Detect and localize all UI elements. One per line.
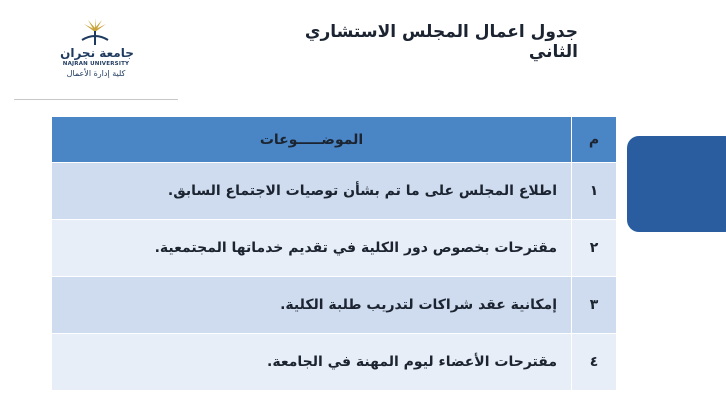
row-number: ٤ xyxy=(572,334,617,391)
table-row xyxy=(52,220,617,277)
agenda-table xyxy=(51,116,617,391)
row-topic: اطلاع المجلس على ما تم بشأن توصيات الاجتماع السابق. xyxy=(52,163,572,220)
table-header-row xyxy=(52,117,617,163)
row-number: ٢ xyxy=(572,220,617,277)
header-divider xyxy=(14,99,178,100)
row-topic: مقترحات بخصوص دور الكلية في تقديم خدماتها المجتمعية. xyxy=(52,220,572,277)
header-number: م xyxy=(572,117,617,163)
row-topic: مقترحات الأعضاء ليوم المهنة في الجامعة. xyxy=(52,334,572,391)
slide-title: جدول اعمال المجلس الاستشاري الثاني xyxy=(304,22,578,62)
row-number: ٣ xyxy=(572,277,617,334)
table-row xyxy=(52,163,617,220)
header-topics: الموضـــــوعات xyxy=(52,117,572,163)
row-number: ١ xyxy=(572,163,617,220)
table-row xyxy=(52,334,617,391)
logo-english-name: NAJRAN UNIVERSITY xyxy=(62,61,130,67)
university-logo xyxy=(44,18,144,84)
table-row xyxy=(52,277,617,334)
palm-emblem-icon xyxy=(78,18,112,48)
logo-arabic-name: جامعة نجران xyxy=(60,46,134,60)
logo-college-name: كلية إدارة الأعمال xyxy=(66,69,126,78)
row-topic: إمكانية عقد شراكات لتدريب طلبة الكلية. xyxy=(52,277,572,334)
side-decoration-tab xyxy=(627,136,726,232)
